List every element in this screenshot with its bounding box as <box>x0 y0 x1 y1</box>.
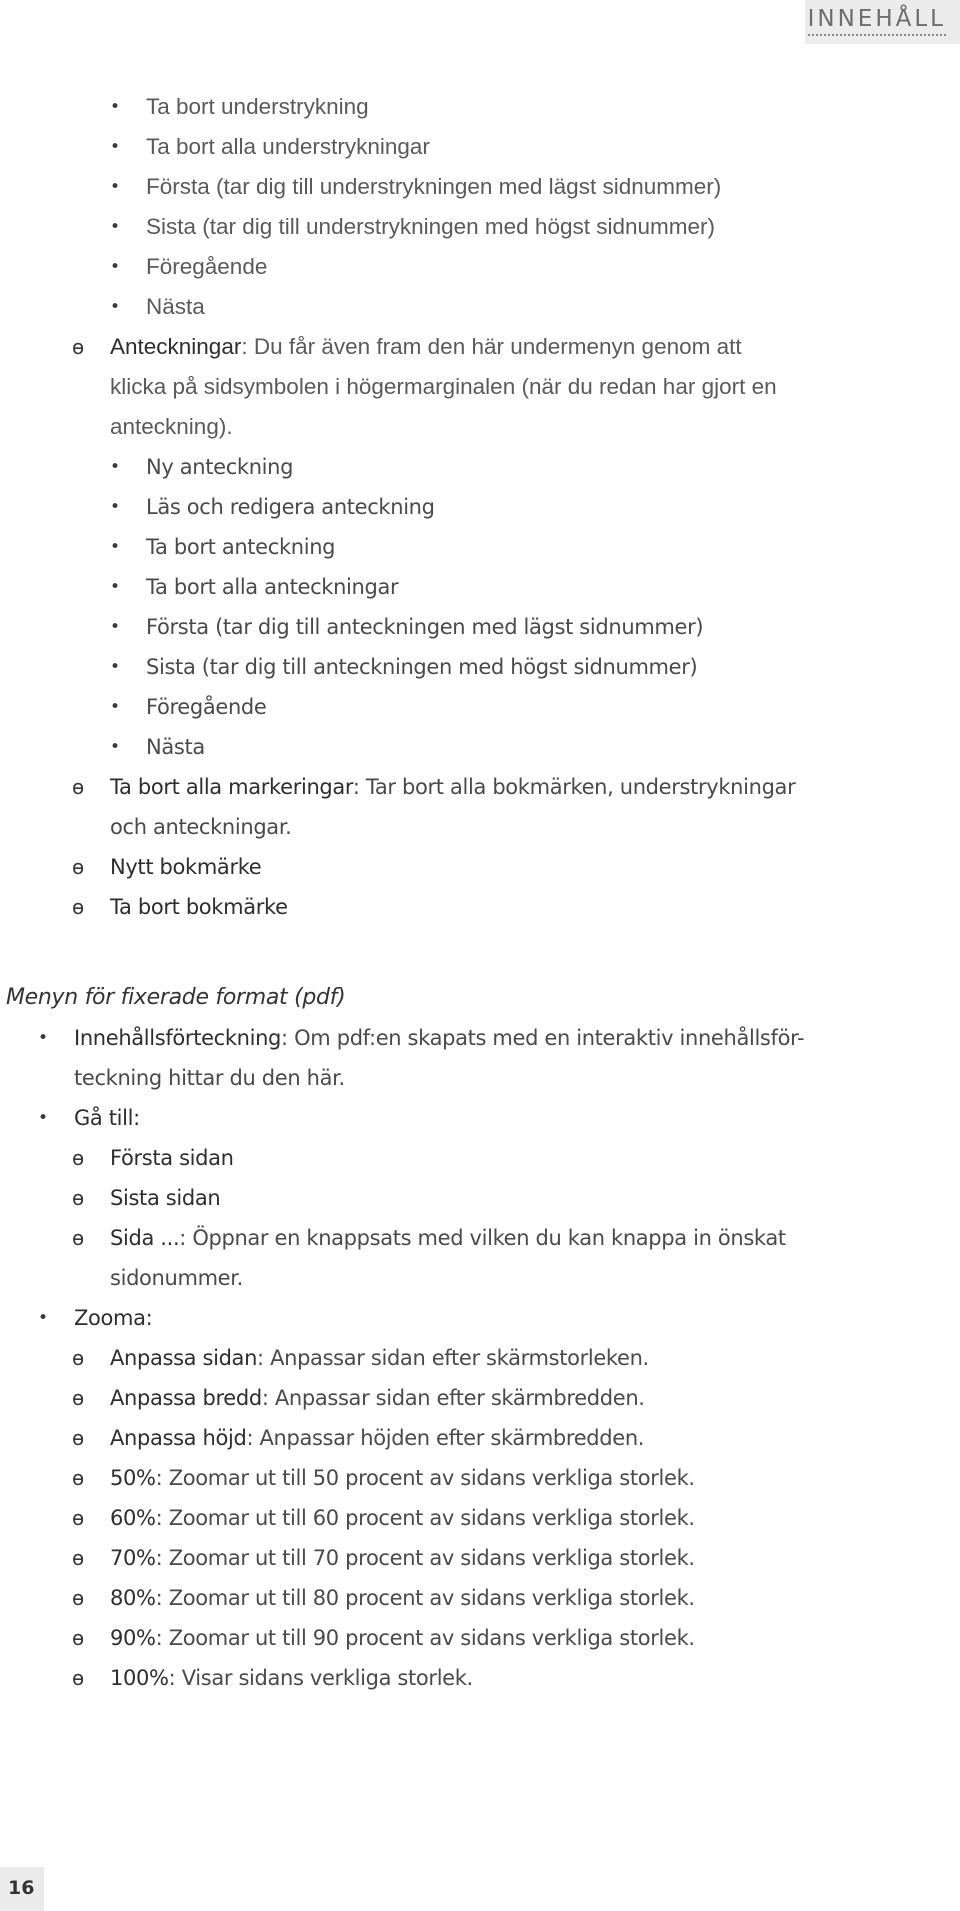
bullet-icon: • <box>110 657 121 677</box>
remove-all-line-2: och anteckningar. <box>110 815 292 839</box>
remove-all-text: : Tar bort alla bokmärken, understrykningar <box>352 775 796 799</box>
zoom-item-desc: : Visar sidans verkliga storlek. <box>168 1666 473 1690</box>
zoom-item-desc: : Zoomar ut till 70 procent av sidans verkliga storlek. <box>155 1546 695 1570</box>
bullet-icon: • <box>110 697 121 717</box>
zoom-item <box>110 1623 695 1653</box>
goto-page-line-2: sidonummer. <box>110 1266 243 1290</box>
zoom-item-label: 60% <box>110 1506 156 1530</box>
notes-line-3: anteckning). <box>110 414 233 439</box>
list-item: Ta bort alla understrykningar <box>146 134 430 159</box>
list-item: Ta bort alla anteckningar <box>146 575 399 599</box>
zoom-item-desc: : Anpassar höjden efter skärmbredden. <box>246 1426 645 1450</box>
bullet-icon: • <box>110 577 121 597</box>
remove-bookmark-item: Ta bort bokmärke <box>110 895 288 919</box>
remove-all-line-1 <box>110 772 795 802</box>
zoom-item-desc: : Zoomar ut till 90 procent av sidans verkliga storlek. <box>155 1626 695 1650</box>
toc-label: Innehållsförteckning <box>74 1026 282 1050</box>
zoom-item-label: 100% <box>110 1666 169 1690</box>
zoom-item-desc: : Anpassar sidan efter skärmstorleken. <box>257 1346 649 1370</box>
toc-text: : Om pdf:en skapats med en interaktiv innehållsför- <box>281 1026 805 1050</box>
theta-marker-icon: ɵ <box>72 1386 85 1410</box>
bullet-icon: • <box>110 137 121 157</box>
zoom-label: Zooma: <box>74 1306 153 1330</box>
zoom-item-label: 90% <box>110 1626 156 1650</box>
zoom-item-label: Anpassa bredd <box>110 1386 262 1410</box>
theta-marker-icon: ɵ <box>72 775 85 799</box>
notes-text: : Du får även fram den här undermenyn genom att <box>241 334 742 359</box>
list-item: Nästa <box>146 735 205 759</box>
bullet-icon: • <box>38 1108 49 1128</box>
zoom-item-label: 70% <box>110 1546 156 1570</box>
notes-label: Anteckningar <box>110 334 242 359</box>
zoom-item-label: Anpassa sidan <box>110 1346 258 1370</box>
list-item: Nästa <box>146 294 205 319</box>
bullet-icon: • <box>110 217 121 237</box>
theta-marker-icon: ɵ <box>72 1346 85 1370</box>
zoom-item-desc: : Zoomar ut till 50 procent av sidans verkliga storlek. <box>155 1466 695 1490</box>
theta-marker-icon: ɵ <box>72 1146 85 1170</box>
theta-marker-icon: ɵ <box>72 1586 85 1610</box>
new-bookmark-item: Nytt bokmärke <box>110 855 262 879</box>
list-item: Första (tar dig till anteckningen med lägst sidnummer) <box>146 615 704 639</box>
zoom-item <box>110 1343 649 1373</box>
goto-page-text: : Öppnar en knappsats med vilken du kan knappa in önskat <box>179 1226 786 1250</box>
zoom-item <box>110 1423 644 1453</box>
zoom-item <box>110 1543 695 1573</box>
theta-marker-icon: ɵ <box>72 1546 85 1570</box>
zoom-item-desc: : Anpassar sidan efter skärmbredden. <box>261 1386 645 1410</box>
page-number: 16 <box>8 1877 35 1899</box>
bullet-icon: • <box>110 297 121 317</box>
goto-label: Gå till: <box>74 1106 140 1130</box>
theta-marker-icon: ɵ <box>72 1466 85 1490</box>
goto-page-label: Sida ... <box>110 1226 180 1250</box>
page-number-box <box>0 1867 44 1911</box>
theta-marker-icon: ɵ <box>72 335 85 359</box>
toc-line-2: teckning hittar du den här. <box>74 1066 345 1090</box>
theta-marker-icon: ɵ <box>72 1506 85 1530</box>
theta-marker-icon: ɵ <box>72 1186 85 1210</box>
zoom-item <box>110 1583 695 1613</box>
bullet-icon: • <box>110 537 121 557</box>
bullet-icon: • <box>110 617 121 637</box>
theta-marker-icon: ɵ <box>72 1626 85 1650</box>
zoom-item-desc: : Zoomar ut till 80 procent av sidans verkliga storlek. <box>155 1586 695 1610</box>
toc-header-link[interactable]: INNEHÅLL <box>808 4 946 36</box>
goto-page-line-1 <box>110 1223 786 1253</box>
theta-marker-icon: ɵ <box>72 895 85 919</box>
zoom-item <box>110 1383 645 1413</box>
theta-marker-icon: ɵ <box>72 1426 85 1450</box>
list-item: Ny anteckning <box>146 455 294 479</box>
section-heading: Menyn för fixerade format (pdf) <box>6 985 346 1010</box>
toc-line-1 <box>74 1023 804 1053</box>
goto-last-page: Sista sidan <box>110 1186 221 1210</box>
notes-line-2: klicka på sidsymbolen i högermarginalen (när du redan har gjort en <box>110 374 777 399</box>
bullet-icon: • <box>110 457 121 477</box>
theta-marker-icon: ɵ <box>72 855 85 879</box>
theta-marker-icon: ɵ <box>72 1226 85 1250</box>
zoom-item <box>110 1463 695 1493</box>
zoom-item <box>110 1503 695 1533</box>
list-item: Ta bort anteckning <box>146 535 336 559</box>
theta-marker-icon: ɵ <box>72 1666 85 1690</box>
zoom-item-label: 80% <box>110 1586 156 1610</box>
list-item: Läs och redigera anteckning <box>146 495 435 519</box>
list-item: Föregående <box>146 695 267 719</box>
goto-first-page: Första sidan <box>110 1146 234 1170</box>
bullet-icon: • <box>110 257 121 277</box>
bullet-icon: • <box>110 177 121 197</box>
notes-line-1 <box>110 332 742 362</box>
bullet-icon: • <box>110 97 121 117</box>
zoom-item-desc: : Zoomar ut till 60 procent av sidans verkliga storlek. <box>155 1506 695 1530</box>
zoom-item <box>110 1663 473 1693</box>
zoom-item-label: 50% <box>110 1466 156 1490</box>
remove-all-label: Ta bort alla markeringar <box>110 775 353 799</box>
list-item: Sista (tar dig till understrykningen med högst sidnummer) <box>146 214 715 239</box>
bullet-icon: • <box>110 497 121 517</box>
list-item: Föregående <box>146 254 268 279</box>
list-item: Ta bort understrykning <box>146 94 369 119</box>
bullet-icon: • <box>110 737 121 757</box>
bullet-icon: • <box>38 1028 49 1048</box>
zoom-item-label: Anpassa höjd <box>110 1426 247 1450</box>
bullet-icon: • <box>38 1308 49 1328</box>
list-item: Första (tar dig till understrykningen med lägst sidnummer) <box>146 174 722 199</box>
list-item: Sista (tar dig till anteckningen med högst sidnummer) <box>146 655 698 679</box>
